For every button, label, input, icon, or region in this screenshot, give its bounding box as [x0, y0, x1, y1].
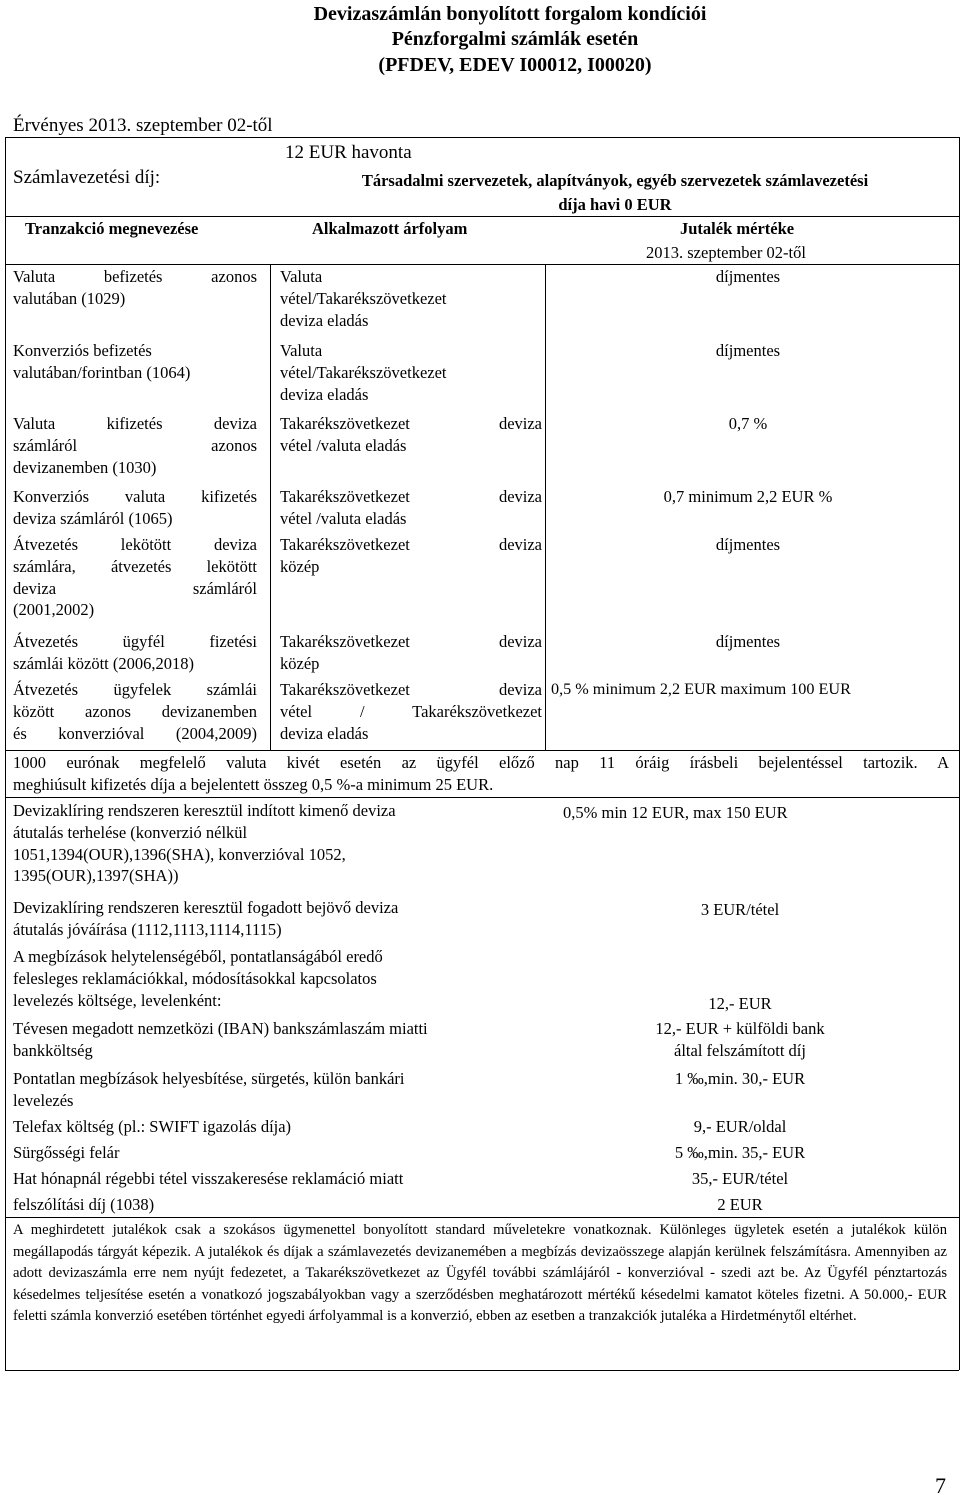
fee-value: 0,5% min 12 EUR, max 150 EUR	[563, 803, 788, 822]
rule-line	[5, 216, 959, 217]
row-rate: Takarékszövetkezet deviza vétel /valuta eladás	[280, 414, 542, 455]
row-fee: díjmentes	[715, 535, 781, 554]
row-name: Átvezetés ügyfél fizetési számlái között (2006,2018)	[13, 632, 257, 673]
fee-value: 5 ‰,min. 35,- EUR	[674, 1143, 806, 1162]
title-line-3: (PFDEV, EDEV I00012, I00020)	[378, 53, 652, 76]
document-title	[0, 2, 960, 78]
rule-line	[5, 137, 6, 1370]
rule-line	[270, 264, 271, 750]
fee-desc: Tévesen megadott nemzetközi (IBAN) bankszámlaszám miatti bankköltség	[13, 1019, 428, 1060]
fee-value: 1 ‰,min. 30,- EUR	[674, 1069, 806, 1088]
header-fee: Jutalék mértéke	[680, 219, 795, 238]
row-fee: 0,5 % minimum 2,2 EUR maximum 100 EUR	[551, 680, 851, 698]
row-fee: díjmentes	[715, 267, 781, 286]
fee-desc: Sürgősségi felár	[13, 1143, 120, 1162]
fee-value: 9,- EUR/oldal	[693, 1117, 787, 1136]
row-rate: Takarékszövetkezet deviza közép	[280, 632, 542, 673]
row-fee: 0,7 minimum 2,2 EUR %	[663, 487, 833, 506]
row-name: Átvezetés ügyfelek számlái között azonos devizanemben és konverzióval (2004,2009)	[13, 680, 257, 743]
rule-line	[545, 264, 546, 750]
row-rate: Takarékszövetkezet deviza közép	[280, 535, 542, 576]
fee-desc: A megbízások helytelenségéből, pontatlanságából eredő felesleges reklamációkkal, módosításokkal kapcsolatos levelezés költsége, levelenként:	[13, 947, 383, 1010]
account-fee-label: Számlavezetési díj:	[13, 167, 161, 188]
row-rate: Valuta vétel/Takarékszövetkezet deviza eladás	[280, 341, 447, 404]
fee-desc: Devizaklíring rendszeren keresztül fogadott bejövő deviza átutalás jóváírása (1112,1113,1114,1115)	[13, 898, 399, 939]
fee-value: 3 EUR/tétel	[700, 900, 780, 919]
withdrawal-notice: 1000 eurónak megfelelő valuta kivét esetén az ügyfél előző nap 11 óráig írásbeli bejelentéssel tartozik. A meghiúsult kifizetés díja a bejelentett összeg 0,5 %-a minimum 25 EUR.	[13, 753, 949, 794]
title-line-2: Pénzforgalmi számlák esetén	[391, 28, 639, 51]
fee-desc: Pontatlan megbízások helyesbítése, sürgetés, külön bankári levelezés	[13, 1069, 405, 1110]
row-rate: Valuta vétel/Takarékszövetkezet deviza eladás	[280, 267, 447, 330]
valid-from: Érvényes 2013. szeptember 02-től	[13, 115, 273, 136]
header-fee-date: 2013. szeptember 02-től	[646, 243, 806, 262]
page-number: 7	[935, 1472, 946, 1498]
rule-line	[5, 1370, 959, 1371]
header-transaction: Tranzakció megnevezése	[25, 219, 199, 238]
row-rate: Takarékszövetkezet deviza vétel /valuta eladás	[280, 487, 542, 528]
rule-line	[5, 750, 959, 751]
footnote: A meghirdetett jutalékok csak a szokásos ügymenettel bonyolított standard műveletekre vonatkoznak. Különleges ügyletek esetén a jutalékok külön megállapodás tárgyát képezik. A jutalékok és díjak a számlavezetés devizanemében a megbízás devizaösszege alapján kerülnek felszámításra. Amennyiben az adott devizaszámla erre nem nyújt fedezetet, a Takarékszövetkezet az Ügyfél további számlájáról - konverzióval - szedi azt be. Az Ügyfél pénztartozás késedelmes teljesítése esetén a vonatkozó jogszabályokban vagy a szerződésben meghatározott mértékű késedelmi kamatot köteles fizetni. A 50.000,- EUR feletti számla konverzió esetében történhet egyedi árfolyammal is a konverzió, ebben az esetben a tranzakciók jutaléka a Hirdetménytől eltérhet.	[13, 1222, 947, 1325]
row-name: Átvezetés lekötött deviza számlára, átvezetés lekötött deviza számláról (2001,2002)	[13, 535, 257, 620]
row-rate: Takarékszövetkezet deviza vétel / Takarékszövetkezet deviza eladás	[280, 680, 542, 743]
fee-desc: felszólítási díj (1038)	[13, 1195, 155, 1214]
account-fee-note-1: Társadalmi szervezetek, alapítványok, egyéb szervezetek számlavezetési	[361, 171, 869, 190]
account-fee-amount: 12 EUR havonta	[285, 142, 412, 163]
fee-value: 12,- EUR	[708, 994, 772, 1013]
fee-desc: Hat hónapnál régebbi tétel visszakeresése reklamáció miatt	[13, 1169, 404, 1188]
rule-line	[5, 797, 959, 798]
fee-desc: Telefax költség (pl.: SWIFT igazolás díja)	[13, 1117, 292, 1136]
row-name: Valuta befizetés azonos valutában (1029)	[13, 267, 257, 308]
rule-line	[5, 1217, 959, 1218]
row-fee: díjmentes	[715, 341, 781, 360]
fee-value: 35,- EUR/tétel	[691, 1169, 789, 1188]
title-line-1: Devizaszámlán bonyolított forgalom kondíciói	[313, 3, 707, 25]
rule-line	[5, 137, 959, 138]
header-rate: Alkalmazott árfolyam	[312, 219, 468, 238]
row-fee: 0,7 %	[728, 414, 768, 433]
row-fee: díjmentes	[715, 632, 781, 651]
row-name: Konverziós valuta kifizetés deviza számláról (1065)	[13, 487, 257, 528]
fee-desc: Devizaklíring rendszeren keresztül indított kimenő deviza átutalás terhelése (konverzió nélkül 1051,1394(OUR),1396(SHA), konverzióval 1052, 1395(OUR),1397(SHA))	[13, 801, 396, 886]
row-name: Valuta kifizetés deviza számláról azonos devizanemben (1030)	[13, 414, 257, 477]
fee-value: 12,- EUR + külföldi bank által felszámított díj	[655, 1019, 825, 1060]
fee-value: 2 EUR	[717, 1195, 763, 1214]
account-fee-note-2: díja havi 0 EUR	[558, 195, 672, 214]
rule-line	[5, 264, 959, 265]
row-name: Konverziós befizetés valutában/forintban (1064)	[13, 341, 191, 382]
